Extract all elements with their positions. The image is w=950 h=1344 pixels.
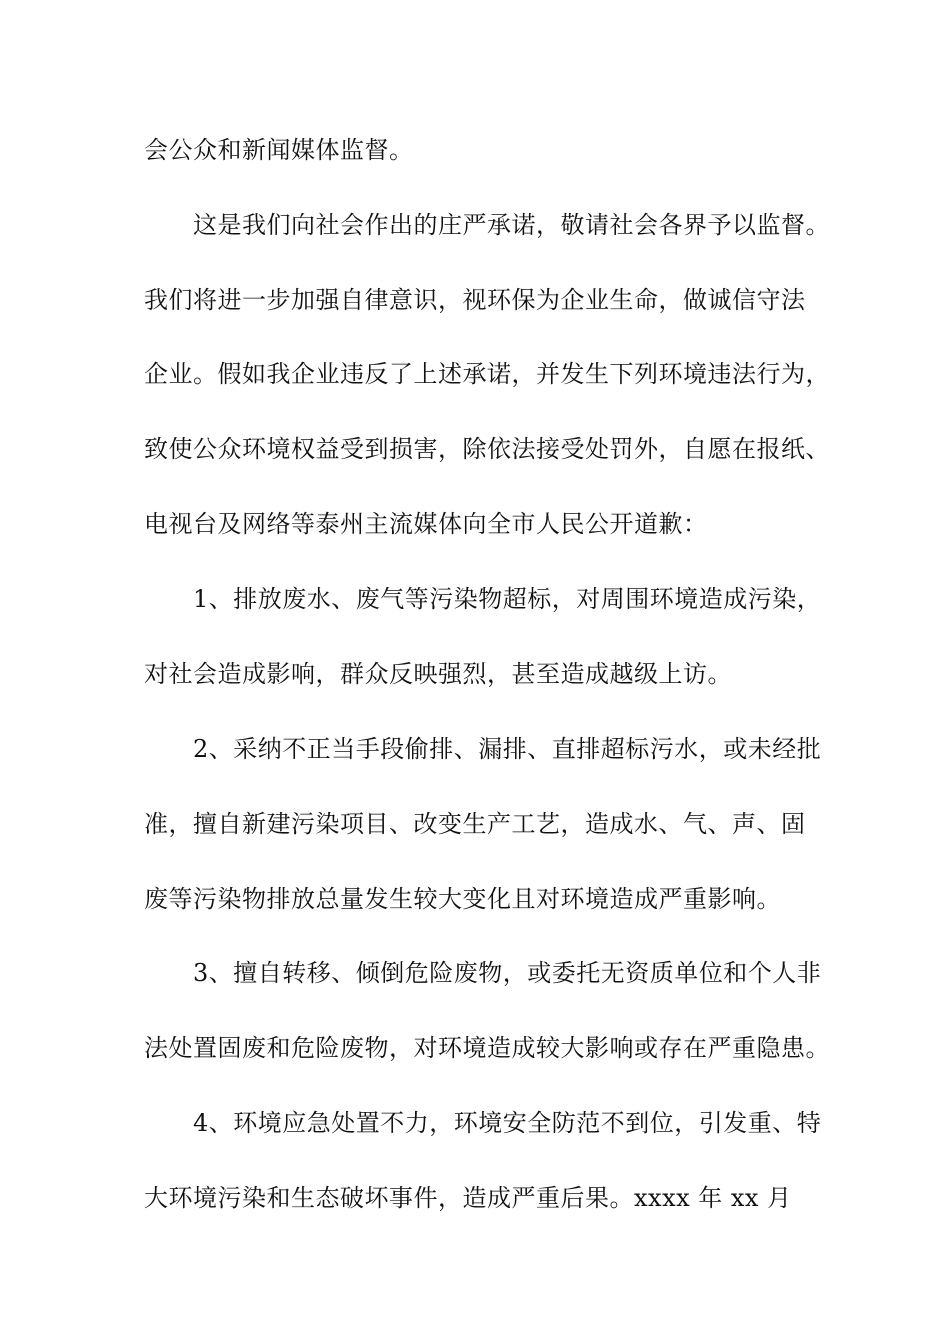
text-line: 2、采纳不正当手段偷排、漏排、直排超标污水，或未经批	[193, 735, 822, 763]
text-line: 4、环境应急处置不力，环境安全防范不到位，引发重、特	[193, 1109, 822, 1137]
text-line: 1、排放废水、废气等污染物超标，对周围环境造成污染，	[193, 585, 822, 613]
text-line: 企业。假如我企业违反了上述承诺，并发生下列环境违法行为，	[144, 360, 830, 388]
text-line: 电视台及网络等泰州主流媒体向全市人民公开道歉：	[144, 510, 708, 538]
text-line: 我们将进一步加强自律意识，视环保为企业生命，做诚信守法	[144, 286, 806, 314]
text-line: 致使公众环境权益受到损害，除依法接受处罚外，自愿在报纸、	[144, 435, 830, 463]
text-line: 准，擅自新建污染项目、改变生产工艺，造成水、气、声、固	[144, 810, 806, 838]
text-line: 会公众和新闻媒体监督。	[144, 136, 414, 164]
text-line: 废等污染物排放总量发生较大变化且对环境造成严重影响。	[144, 885, 781, 913]
text-line: 这是我们向社会作出的庄严承诺，敬请社会各界予以监督。	[193, 211, 830, 239]
text-line: 法处置固废和危险废物，对环境造成较大影响或存在严重隐患。	[144, 1034, 830, 1062]
text-line: 3、擅自转移、倾倒危险废物，或委托无资质单位和个人非	[193, 959, 822, 987]
text-line: 大环境污染和生态破坏事件，造成严重后果。xxxx 年 xx 月	[144, 1184, 792, 1212]
text-line: 对社会造成影响，群众反映强烈，甚至造成越级上访。	[144, 660, 732, 688]
